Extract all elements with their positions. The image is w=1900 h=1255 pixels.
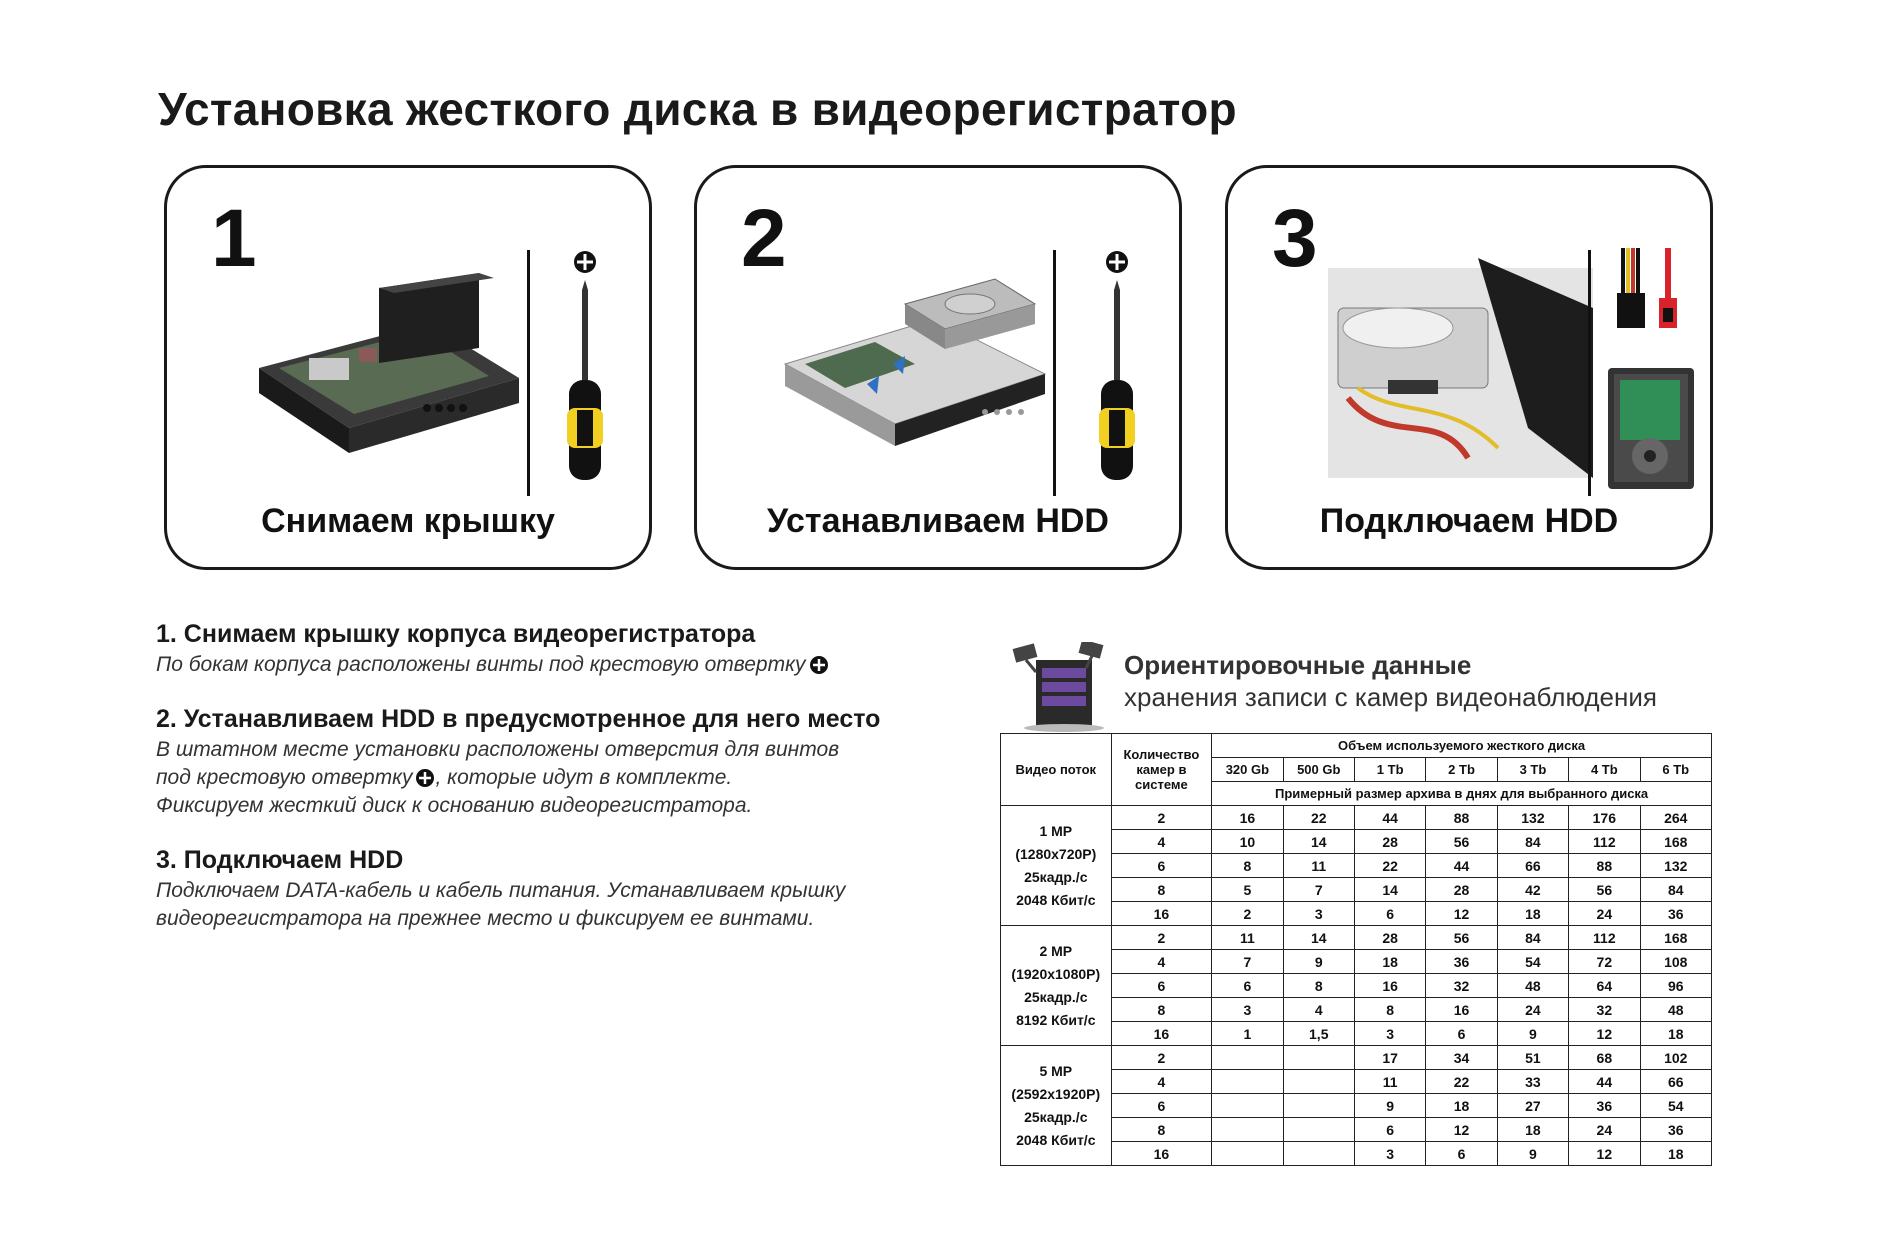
days-cell: 1 — [1212, 1022, 1283, 1046]
days-cell: 64 — [1569, 974, 1640, 998]
step-number: 2 — [741, 193, 787, 284]
camera-count-cell: 4 — [1111, 1070, 1212, 1094]
camera-count-cell: 16 — [1111, 902, 1212, 926]
days-cell: 7 — [1212, 950, 1283, 974]
disk-header: 4 Tb — [1569, 758, 1640, 782]
days-cell: 51 — [1497, 1046, 1568, 1070]
days-cell: 22 — [1283, 806, 1354, 830]
camera-count-cell: 8 — [1111, 1118, 1212, 1142]
days-cell: 3 — [1354, 1142, 1425, 1166]
days-cell: 56 — [1426, 926, 1497, 950]
disk-header: 500 Gb — [1283, 758, 1354, 782]
days-cell: 108 — [1640, 950, 1711, 974]
stream-line: 1 MP — [1039, 822, 1073, 839]
days-cell: 88 — [1426, 806, 1497, 830]
days-cell: 36 — [1640, 902, 1711, 926]
days-cell: 3 — [1212, 998, 1283, 1022]
days-cell: 8 — [1283, 974, 1354, 998]
days-cell — [1212, 1142, 1283, 1166]
stream-line: (1280x720P) — [1015, 845, 1097, 862]
table-body — [1001, 806, 1712, 1166]
days-cell: 8 — [1212, 854, 1283, 878]
table-row — [1001, 926, 1712, 950]
camera-count-cell: 6 — [1111, 1094, 1212, 1118]
stream-line: 5 MP — [1039, 1062, 1073, 1079]
col-header-cameras: Количество камер в системе — [1111, 734, 1212, 806]
step-panel-3 — [1225, 165, 1713, 570]
camera-count-cell: 16 — [1111, 1142, 1212, 1166]
stream-line: 2048 Кбит/с — [1016, 1131, 1096, 1148]
days-cell: 54 — [1497, 950, 1568, 974]
days-cell: 56 — [1569, 878, 1640, 902]
dvr-open-case-icon — [249, 268, 529, 468]
days-cell: 7 — [1283, 878, 1354, 902]
days-cell: 28 — [1426, 878, 1497, 902]
step-panel-2 — [694, 165, 1182, 570]
camera-count-cell: 16 — [1111, 1022, 1212, 1046]
step-heading: 2. Устанавливаем HDD в предусмотренное для него место — [156, 705, 881, 733]
days-cell: 14 — [1283, 926, 1354, 950]
days-cell: 68 — [1569, 1046, 1640, 1070]
step-number: 3 — [1272, 193, 1318, 284]
stream-line: 25кадр./с — [1024, 1108, 1088, 1125]
table-subtitle: хранения записи с камер видеонаблюдения — [1124, 682, 1657, 712]
stream-line: 25кадр./с — [1024, 988, 1088, 1005]
days-cell: 16 — [1212, 806, 1283, 830]
days-cell: 6 — [1354, 1118, 1425, 1142]
phillips-screw-head-icon — [415, 768, 435, 788]
step-caption: Подключаем HDD — [1319, 502, 1619, 540]
step-description: По бокам корпуса расположены винты под крестовую отвертку — [156, 651, 996, 679]
days-cell: 18 — [1354, 950, 1425, 974]
days-cell: 12 — [1426, 902, 1497, 926]
camera-count-cell: 8 — [1111, 998, 1212, 1022]
days-cell: 16 — [1426, 998, 1497, 1022]
stream-line: 8192 Кбит/с — [1016, 1011, 1096, 1028]
col-header-volume: Объем используемого жесткого диска — [1212, 734, 1712, 758]
days-cell: 32 — [1569, 998, 1640, 1022]
days-cell: 18 — [1497, 902, 1568, 926]
days-cell: 132 — [1640, 854, 1711, 878]
camera-count-cell: 4 — [1111, 830, 1212, 854]
days-cell: 1,5 — [1283, 1022, 1354, 1046]
days-cell: 6 — [1426, 1142, 1497, 1166]
days-cell: 112 — [1569, 830, 1640, 854]
storage-table-header — [1000, 642, 1720, 732]
days-cell: 6 — [1212, 974, 1283, 998]
days-cell: 24 — [1569, 1118, 1640, 1142]
days-cell: 168 — [1640, 830, 1711, 854]
days-cell: 14 — [1354, 878, 1425, 902]
days-cell: 42 — [1497, 878, 1568, 902]
days-cell: 28 — [1354, 830, 1425, 854]
step-number: 1 — [211, 193, 257, 284]
days-cell: 24 — [1497, 998, 1568, 1022]
disk-header: 1 Tb — [1354, 758, 1425, 782]
days-cell: 10 — [1212, 830, 1283, 854]
instruction-step-3 — [156, 846, 996, 933]
camera-count-cell: 6 — [1111, 974, 1212, 998]
hdd-connected-in-dvr-icon — [1328, 248, 1598, 488]
days-cell — [1283, 1046, 1354, 1070]
days-cell: 18 — [1640, 1142, 1711, 1166]
step-description: Подключаем DATA-кабель и кабель питания. Устанавливаем крышку видеорегистратора на прежнее место и фиксируем ее винтами. — [156, 879, 846, 930]
days-cell: 36 — [1569, 1094, 1640, 1118]
stream-cell — [1001, 926, 1112, 1046]
instructions — [156, 620, 996, 959]
camera-count-cell: 2 — [1111, 926, 1212, 950]
days-cell: 44 — [1354, 806, 1425, 830]
days-cell: 9 — [1283, 950, 1354, 974]
camera-count-cell: 2 — [1111, 806, 1212, 830]
days-cell: 8 — [1354, 998, 1425, 1022]
stream-line: 2048 Кбит/с — [1016, 891, 1096, 908]
camera-count-cell: 2 — [1111, 1046, 1212, 1070]
days-cell — [1283, 1094, 1354, 1118]
step-caption: Снимаем крышку — [261, 502, 555, 540]
disk-header: 3 Tb — [1497, 758, 1568, 782]
days-cell: 72 — [1569, 950, 1640, 974]
days-cell — [1212, 1070, 1283, 1094]
stream-line: (2592x1920P) — [1011, 1085, 1101, 1102]
stream-cell — [1001, 1046, 1112, 1166]
days-cell: 96 — [1640, 974, 1711, 998]
step-heading: 1. Снимаем крышку корпуса видеорегистратора — [156, 620, 756, 648]
disk-header: 320 Gb — [1212, 758, 1283, 782]
days-cell: 6 — [1426, 1022, 1497, 1046]
days-cell: 32 — [1426, 974, 1497, 998]
days-cell: 11 — [1283, 854, 1354, 878]
col-header-stream: Видео поток — [1001, 734, 1112, 806]
stream-line: (1920x1080P) — [1011, 965, 1101, 982]
days-cell: 84 — [1497, 926, 1568, 950]
days-cell: 18 — [1426, 1094, 1497, 1118]
instruction-step-1 — [156, 620, 996, 679]
phillips-screwdriver-icon — [1077, 250, 1157, 490]
days-cell: 12 — [1569, 1022, 1640, 1046]
dvr-server-icon — [1006, 642, 1116, 732]
step-heading: 3. Подключаем HDD — [156, 846, 404, 874]
days-cell: 48 — [1640, 998, 1711, 1022]
days-cell: 9 — [1354, 1094, 1425, 1118]
days-cell: 18 — [1640, 1022, 1711, 1046]
days-cell: 3 — [1283, 902, 1354, 926]
days-cell: 54 — [1640, 1094, 1711, 1118]
days-cell: 66 — [1640, 1070, 1711, 1094]
days-cell: 24 — [1569, 902, 1640, 926]
step-panel-1 — [164, 165, 652, 570]
days-cell: 11 — [1212, 926, 1283, 950]
days-cell: 44 — [1569, 1070, 1640, 1094]
days-cell: 28 — [1354, 926, 1425, 950]
storage-days-table — [1000, 733, 1712, 1166]
table-row — [1001, 806, 1712, 830]
camera-count-cell: 4 — [1111, 950, 1212, 974]
days-cell: 84 — [1640, 878, 1711, 902]
days-cell — [1283, 1070, 1354, 1094]
days-cell: 88 — [1569, 854, 1640, 878]
days-cell: 168 — [1640, 926, 1711, 950]
days-cell: 18 — [1497, 1118, 1568, 1142]
days-cell — [1212, 1094, 1283, 1118]
days-cell: 2 — [1212, 902, 1283, 926]
instruction-step-2 — [156, 705, 996, 820]
days-cell: 14 — [1283, 830, 1354, 854]
days-cell: 9 — [1497, 1142, 1568, 1166]
page-title: Установка жесткого диска в видеорегистратор — [158, 83, 1237, 135]
days-cell: 264 — [1640, 806, 1711, 830]
phillips-screw-head-icon — [809, 655, 829, 675]
days-cell: 66 — [1497, 854, 1568, 878]
days-cell: 12 — [1569, 1142, 1640, 1166]
days-cell: 22 — [1354, 854, 1425, 878]
stream-cell — [1001, 806, 1112, 926]
days-cell: 3 — [1354, 1022, 1425, 1046]
step-caption: Устанавливаем HDD — [767, 502, 1109, 540]
days-cell: 36 — [1640, 1118, 1711, 1142]
days-cell: 102 — [1640, 1046, 1711, 1070]
hard-drive-icon — [1606, 366, 1696, 491]
days-cell: 33 — [1497, 1070, 1568, 1094]
days-cell: 4 — [1283, 998, 1354, 1022]
days-cell: 27 — [1497, 1094, 1568, 1118]
days-cell: 44 — [1426, 854, 1497, 878]
col-header-archive: Примерный размер архива в днях для выбранного диска — [1212, 782, 1712, 806]
days-cell: 16 — [1354, 974, 1425, 998]
camera-count-cell: 6 — [1111, 854, 1212, 878]
step-description: В штатном месте установки расположены отверстия для винтов под крестовую отвертку , которые идут в комплекте. Фиксируем жесткий диск к основанию видеорегистратора. — [156, 738, 840, 817]
stream-line: 25кадр./с — [1024, 868, 1088, 885]
disk-header: 2 Tb — [1426, 758, 1497, 782]
days-cell: 176 — [1569, 806, 1640, 830]
sata-cable-icon — [1613, 248, 1693, 338]
days-cell: 11 — [1354, 1070, 1425, 1094]
days-cell: 12 — [1426, 1118, 1497, 1142]
days-cell: 132 — [1497, 806, 1568, 830]
dvr-with-hdd-icon — [775, 264, 1055, 464]
days-cell — [1283, 1118, 1354, 1142]
table-row — [1001, 1046, 1712, 1070]
days-cell: 56 — [1426, 830, 1497, 854]
days-cell — [1212, 1118, 1283, 1142]
disk-header: 6 Tb — [1640, 758, 1711, 782]
stream-line: 2 MP — [1039, 942, 1073, 959]
days-cell — [1212, 1046, 1283, 1070]
days-cell — [1283, 1142, 1354, 1166]
days-cell: 22 — [1426, 1070, 1497, 1094]
table-title: Ориентировочные данные — [1124, 650, 1472, 680]
camera-count-cell: 8 — [1111, 878, 1212, 902]
days-cell: 9 — [1497, 1022, 1568, 1046]
days-cell: 34 — [1426, 1046, 1497, 1070]
days-cell: 5 — [1212, 878, 1283, 902]
days-cell: 112 — [1569, 926, 1640, 950]
days-cell: 17 — [1354, 1046, 1425, 1070]
days-cell: 36 — [1426, 950, 1497, 974]
days-cell: 84 — [1497, 830, 1568, 854]
days-cell: 48 — [1497, 974, 1568, 998]
days-cell: 6 — [1354, 902, 1425, 926]
phillips-screwdriver-icon — [545, 250, 625, 490]
